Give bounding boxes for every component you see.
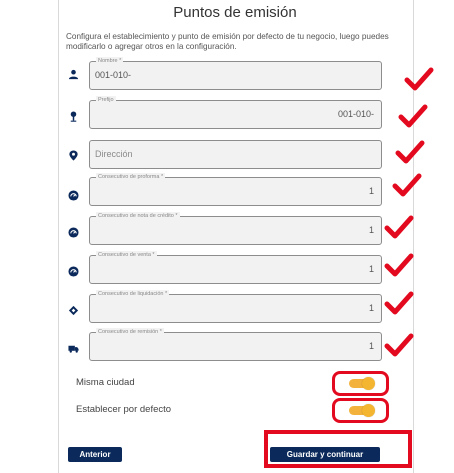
prefijo-value: 001-010-	[337, 109, 374, 119]
consecutivo-remision-value: 1	[368, 341, 374, 351]
check-annotation-icon	[384, 333, 414, 357]
nombre-value: 001-010-	[95, 70, 132, 80]
consecutivo-liquidacion-field[interactable]	[89, 291, 382, 323]
speedometer-icon	[66, 188, 80, 202]
location-icon	[66, 148, 80, 162]
prefijo-label: Prefijo	[98, 97, 114, 103]
speedometer-icon	[66, 264, 80, 278]
consecutivo-proforma-value: 1	[368, 186, 374, 196]
check-annotation-icon	[384, 291, 414, 315]
save-continue-button[interactable]: Guardar y continuar	[270, 447, 380, 462]
nombre-label: Nombre *	[98, 58, 122, 64]
misma-ciudad-toggle[interactable]	[349, 379, 373, 388]
pin-icon	[66, 109, 80, 123]
previous-button[interactable]: Anterior	[68, 447, 122, 462]
check-annotation-icon	[392, 173, 422, 197]
check-annotation-icon	[398, 104, 428, 128]
check-annotation-icon	[395, 140, 425, 164]
consecutivo-proforma-label: Consecutivo de proforma *	[98, 174, 164, 180]
consecutivo-venta-field[interactable]	[89, 252, 382, 284]
page-title: Puntos de emisión	[173, 4, 297, 21]
prefijo-field[interactable]	[89, 97, 382, 129]
check-annotation-icon	[404, 67, 434, 91]
consecutivo-proforma-field[interactable]	[89, 174, 382, 206]
consecutivo-venta-value: 1	[368, 264, 374, 274]
toggle-highlight	[332, 371, 389, 396]
direccion-placeholder: Dirección	[95, 149, 133, 159]
check-annotation-icon	[384, 215, 414, 239]
establecer-por-defecto-label: Establecer por defecto	[76, 404, 172, 415]
consecutivo-venta-label: Consecutivo de venta *	[98, 252, 155, 258]
direccion-field[interactable]	[89, 140, 382, 169]
handshake-icon	[66, 303, 80, 317]
truck-icon	[66, 341, 80, 355]
intro-text: Configura el establecimiento y punto de emisión por defecto de tu negocio, luego puedes modificarlo o agregar otros en la configuración.	[66, 32, 389, 51]
toggle-knob	[362, 404, 375, 417]
misma-ciudad-label: Misma ciudad	[76, 377, 135, 388]
consecutivo-nota-credito-field[interactable]	[89, 213, 382, 245]
consecutivo-liquidacion-label: Consecutivo de liquidación *	[98, 291, 168, 297]
establecer-por-defecto-toggle[interactable]	[349, 406, 373, 415]
consecutivo-nota-credito-value: 1	[368, 225, 374, 235]
check-annotation-icon	[384, 253, 414, 277]
toggle-knob	[362, 377, 375, 390]
person-icon	[66, 67, 80, 81]
toggle-highlight	[332, 398, 389, 423]
nombre-field[interactable]	[89, 58, 382, 90]
consecutivo-nota-credito-label: Consecutivo de nota de crédito *	[98, 213, 178, 219]
consecutivo-liquidacion-value: 1	[368, 303, 374, 313]
speedometer-icon	[66, 225, 80, 239]
consecutivo-remision-label: Consecutivo de remisión *	[98, 329, 162, 335]
consecutivo-remision-field[interactable]	[89, 329, 382, 361]
